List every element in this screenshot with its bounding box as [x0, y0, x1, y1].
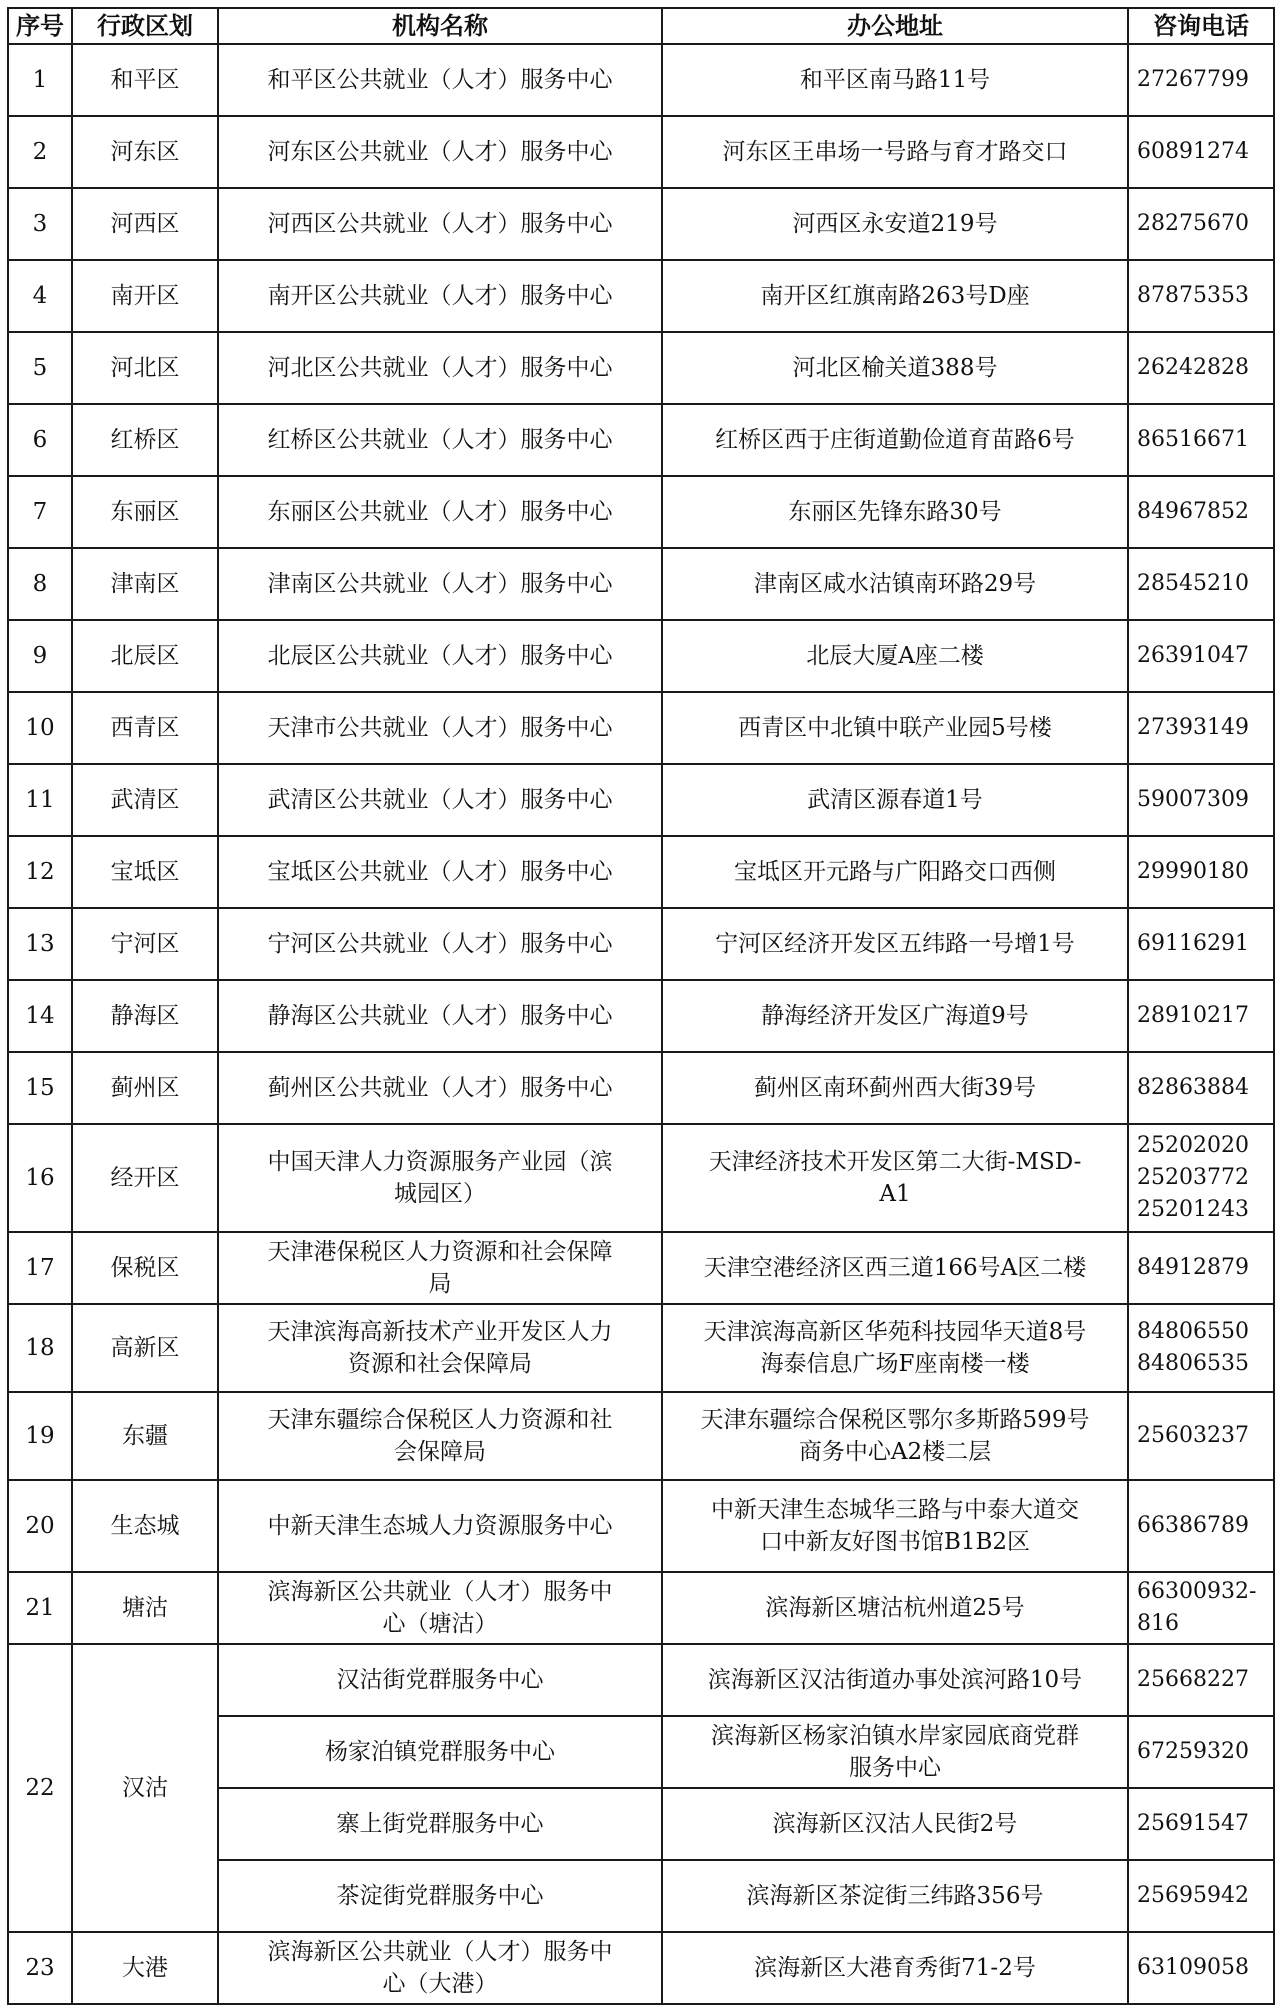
serial-cell: 22 [8, 1644, 72, 1932]
district-cell: 红桥区 [72, 404, 218, 476]
district-cell: 津南区 [72, 548, 218, 620]
table-row [8, 332, 1274, 404]
district-cell: 宁河区 [72, 908, 218, 980]
serial-cell: 11 [8, 764, 72, 836]
phone-cell [1128, 1124, 1274, 1232]
serial-cell: 13 [8, 908, 72, 980]
district-cell: 北辰区 [72, 620, 218, 692]
phone-cell: 84967852 [1128, 476, 1274, 548]
address-cell [662, 1716, 1128, 1788]
address-cell [662, 1304, 1128, 1392]
address-cell: 宝坻区开元路与广阳路交口西侧 [662, 836, 1128, 908]
serial-cell: 7 [8, 476, 72, 548]
serial-cell: 1 [8, 44, 72, 116]
org-name-cell: 东丽区公共就业（人才）服务中心 [218, 476, 662, 548]
address-cell: 宁河区经济开发区五纬路一号增1号 [662, 908, 1128, 980]
address-line: 口中新友好图书馆B1B2区 [759, 1529, 1031, 1555]
serial-cell: 4 [8, 260, 72, 332]
address-line: 天津经济技术开发区第二大街-MSD- [708, 1149, 1082, 1175]
phone-cell: 66386789 [1128, 1480, 1274, 1572]
address-cell [662, 1392, 1128, 1480]
address-line: 商务中心A2楼二层 [798, 1439, 992, 1465]
table-row [8, 1232, 1274, 1304]
address-cell: 红桥区西于庄街道勤俭道育苗路6号 [662, 404, 1128, 476]
phone-cell: 87875353 [1128, 260, 1274, 332]
address-cell: 东丽区先锋东路30号 [662, 476, 1128, 548]
serial-cell: 14 [8, 980, 72, 1052]
serial-cell: 21 [8, 1572, 72, 1644]
phone-line: 25203772 [1137, 1165, 1249, 1190]
serial-cell: 16 [8, 1124, 72, 1232]
serial-cell: 6 [8, 404, 72, 476]
phone-cell: 82863884 [1128, 1052, 1274, 1124]
org-name-cell: 蓟州区公共就业（人才）服务中心 [218, 1052, 662, 1124]
org-name-cell: 津南区公共就业（人才）服务中心 [218, 548, 662, 620]
district-cell: 河西区 [72, 188, 218, 260]
phone-cell: 28545210 [1128, 548, 1274, 620]
org-name-cell: 宝坻区公共就业（人才）服务中心 [218, 836, 662, 908]
serial-cell: 9 [8, 620, 72, 692]
district-cell: 汉沽 [72, 1644, 218, 1932]
address-cell: 蓟州区南环蓟州西大街39号 [662, 1052, 1128, 1124]
org-name-line: 资源和社会保障局 [348, 1351, 532, 1377]
address-cell: 滨海新区汉沽人民街2号 [662, 1788, 1128, 1860]
table-row [8, 476, 1274, 548]
address-cell: 津南区咸水沽镇南环路29号 [662, 548, 1128, 620]
phone-cell [1128, 1572, 1274, 1644]
phone-line: 816 [1137, 1611, 1179, 1636]
phone-cell [1128, 1304, 1274, 1392]
header-district: 行政区划 [72, 8, 218, 44]
serial-cell: 10 [8, 692, 72, 764]
table-row [8, 1124, 1274, 1232]
address-cell: 西青区中北镇中联产业园5号楼 [662, 692, 1128, 764]
phone-line: 84806550 [1137, 1319, 1249, 1344]
org-name-cell: 静海区公共就业（人才）服务中心 [218, 980, 662, 1052]
phone-cell: 63109058 [1128, 1932, 1274, 2004]
district-cell: 东疆 [72, 1392, 218, 1480]
address-cell: 河北区榆关道388号 [662, 332, 1128, 404]
address-cell: 河东区王串场一号路与育才路交口 [662, 116, 1128, 188]
header-phone: 咨询电话 [1128, 8, 1274, 44]
serial-cell: 8 [8, 548, 72, 620]
org-name-cell [218, 1304, 662, 1392]
phone-cell: 28910217 [1128, 980, 1274, 1052]
address-cell: 滨海新区大港育秀街71-2号 [662, 1932, 1128, 2004]
serial-cell: 3 [8, 188, 72, 260]
address-cell: 和平区南马路11号 [662, 44, 1128, 116]
serial-cell: 2 [8, 116, 72, 188]
org-name-line: 会保障局 [394, 1439, 486, 1465]
org-name-line: 滨海新区公共就业（人才）服务中 [267, 1939, 613, 1965]
district-cell: 东丽区 [72, 476, 218, 548]
org-name-line: 滨海新区公共就业（人才）服务中 [267, 1579, 613, 1605]
table-row [8, 1480, 1274, 1572]
phone-line: 25202020 [1137, 1133, 1249, 1158]
table-row [8, 44, 1274, 116]
address-line: 滨海新区杨家泊镇水岸家园底商党群 [711, 1723, 1079, 1749]
org-name-cell: 天津市公共就业（人才）服务中心 [218, 692, 662, 764]
phone-cell: 26391047 [1128, 620, 1274, 692]
address-line: 中新天津生态城华三路与中泰大道交 [711, 1497, 1079, 1523]
org-name-cell: 宁河区公共就业（人才）服务中心 [218, 908, 662, 980]
org-name-line: 局 [428, 1271, 452, 1297]
phone-cell: 86516671 [1128, 404, 1274, 476]
org-name-cell: 中新天津生态城人力资源服务中心 [218, 1480, 662, 1572]
org-name-line: 城园区） [394, 1181, 486, 1207]
org-name-line: 天津东疆综合保税区人力资源和社 [267, 1407, 613, 1433]
serial-cell: 17 [8, 1232, 72, 1304]
org-name-line: 天津滨海高新技术产业开发区人力 [267, 1319, 613, 1345]
phone-cell: 69116291 [1128, 908, 1274, 980]
table-row [8, 836, 1274, 908]
header-org-name: 机构名称 [218, 8, 662, 44]
table-row [8, 620, 1274, 692]
table-row [8, 1932, 1274, 2004]
org-name-line: 中国天津人力资源服务产业园（滨 [267, 1149, 613, 1175]
district-cell: 河北区 [72, 332, 218, 404]
serial-cell: 20 [8, 1480, 72, 1572]
table-row [8, 908, 1274, 980]
org-name-cell: 和平区公共就业（人才）服务中心 [218, 44, 662, 116]
table-row [8, 548, 1274, 620]
org-name-cell: 河西区公共就业（人才）服务中心 [218, 188, 662, 260]
district-cell: 大港 [72, 1932, 218, 2004]
phone-cell: 60891274 [1128, 116, 1274, 188]
table-row [8, 764, 1274, 836]
org-name-cell: 河北区公共就业（人才）服务中心 [218, 332, 662, 404]
district-cell: 静海区 [72, 980, 218, 1052]
org-name-cell: 红桥区公共就业（人才）服务中心 [218, 404, 662, 476]
phone-cell: 25603237 [1128, 1392, 1274, 1480]
district-cell: 武清区 [72, 764, 218, 836]
phone-cell: 27393149 [1128, 692, 1274, 764]
address-line: 海泰信息广场F座南楼一楼 [760, 1351, 1030, 1377]
address-cell: 静海经济开发区广海道9号 [662, 980, 1128, 1052]
district-cell: 高新区 [72, 1304, 218, 1392]
service-center-table [7, 7, 1275, 2005]
header-row [8, 8, 1274, 44]
district-cell: 蓟州区 [72, 1052, 218, 1124]
address-line: A1 [879, 1181, 911, 1207]
phone-line: 25201243 [1137, 1197, 1249, 1222]
org-name-cell: 汉沽街党群服务中心 [218, 1644, 662, 1716]
serial-cell: 23 [8, 1932, 72, 2004]
district-cell: 西青区 [72, 692, 218, 764]
district-cell: 塘沽 [72, 1572, 218, 1644]
org-name-cell [218, 1572, 662, 1644]
address-cell: 滨海新区汉沽街道办事处滨河路10号 [662, 1644, 1128, 1716]
phone-cell: 67259320 [1128, 1716, 1274, 1788]
org-name-cell: 寨上街党群服务中心 [218, 1788, 662, 1860]
org-name-line: 心（大港） [382, 1971, 498, 1997]
phone-cell: 29990180 [1128, 836, 1274, 908]
address-cell [662, 1480, 1128, 1572]
org-name-cell: 南开区公共就业（人才）服务中心 [218, 260, 662, 332]
serial-cell: 15 [8, 1052, 72, 1124]
header-address: 办公地址 [662, 8, 1128, 44]
table-row [8, 1052, 1274, 1124]
table-row [8, 1644, 1274, 1716]
address-cell: 北辰大厦A座二楼 [662, 620, 1128, 692]
address-line: 天津滨海高新区华苑科技园华天道8号 [703, 1319, 1087, 1345]
address-line: 天津东疆综合保税区鄂尔多斯路599号 [700, 1407, 1090, 1433]
address-line: 服务中心 [849, 1755, 941, 1781]
org-name-cell [218, 1932, 662, 2004]
address-cell: 滨海新区茶淀街三纬路356号 [662, 1860, 1128, 1932]
address-cell [662, 1124, 1128, 1232]
org-name-cell: 武清区公共就业（人才）服务中心 [218, 764, 662, 836]
table-row [8, 1392, 1274, 1480]
table-row [8, 188, 1274, 260]
address-cell: 滨海新区塘沽杭州道25号 [662, 1572, 1128, 1644]
phone-line: 84806535 [1137, 1351, 1249, 1376]
org-name-cell [218, 1232, 662, 1304]
address-cell: 河西区永安道219号 [662, 188, 1128, 260]
contact-table-wrapper [7, 7, 1275, 2005]
phone-cell: 27267799 [1128, 44, 1274, 116]
org-name-cell: 茶淀街党群服务中心 [218, 1860, 662, 1932]
org-name-cell: 北辰区公共就业（人才）服务中心 [218, 620, 662, 692]
district-cell: 和平区 [72, 44, 218, 116]
org-name-line: 心（塘沽） [382, 1611, 498, 1637]
header-serial: 序号 [8, 8, 72, 44]
phone-cell: 84912879 [1128, 1232, 1274, 1304]
address-cell: 天津空港经济区西三道166号A区二楼 [662, 1232, 1128, 1304]
org-name-line: 天津港保税区人力资源和社会保障 [267, 1239, 613, 1265]
org-name-cell: 河东区公共就业（人才）服务中心 [218, 116, 662, 188]
table-row [8, 260, 1274, 332]
phone-cell: 28275670 [1128, 188, 1274, 260]
phone-cell: 59007309 [1128, 764, 1274, 836]
org-name-cell: 杨家泊镇党群服务中心 [218, 1716, 662, 1788]
serial-cell: 5 [8, 332, 72, 404]
district-cell: 保税区 [72, 1232, 218, 1304]
district-cell: 河东区 [72, 116, 218, 188]
phone-cell: 26242828 [1128, 332, 1274, 404]
serial-cell: 19 [8, 1392, 72, 1480]
table-row [8, 1304, 1274, 1392]
phone-cell: 25691547 [1128, 1788, 1274, 1860]
table-row [8, 692, 1274, 764]
serial-cell: 18 [8, 1304, 72, 1392]
table-row [8, 1572, 1274, 1644]
table-row [8, 404, 1274, 476]
table-row [8, 116, 1274, 188]
district-cell: 南开区 [72, 260, 218, 332]
address-cell: 南开区红旗南路263号D座 [662, 260, 1128, 332]
org-name-cell [218, 1392, 662, 1480]
phone-cell: 25695942 [1128, 1860, 1274, 1932]
district-cell: 经开区 [72, 1124, 218, 1232]
address-cell: 武清区源春道1号 [662, 764, 1128, 836]
phone-line: 66300932- [1137, 1579, 1257, 1604]
table-row [8, 980, 1274, 1052]
district-cell: 生态城 [72, 1480, 218, 1572]
phone-cell: 25668227 [1128, 1644, 1274, 1716]
district-cell: 宝坻区 [72, 836, 218, 908]
org-name-cell [218, 1124, 662, 1232]
serial-cell: 12 [8, 836, 72, 908]
